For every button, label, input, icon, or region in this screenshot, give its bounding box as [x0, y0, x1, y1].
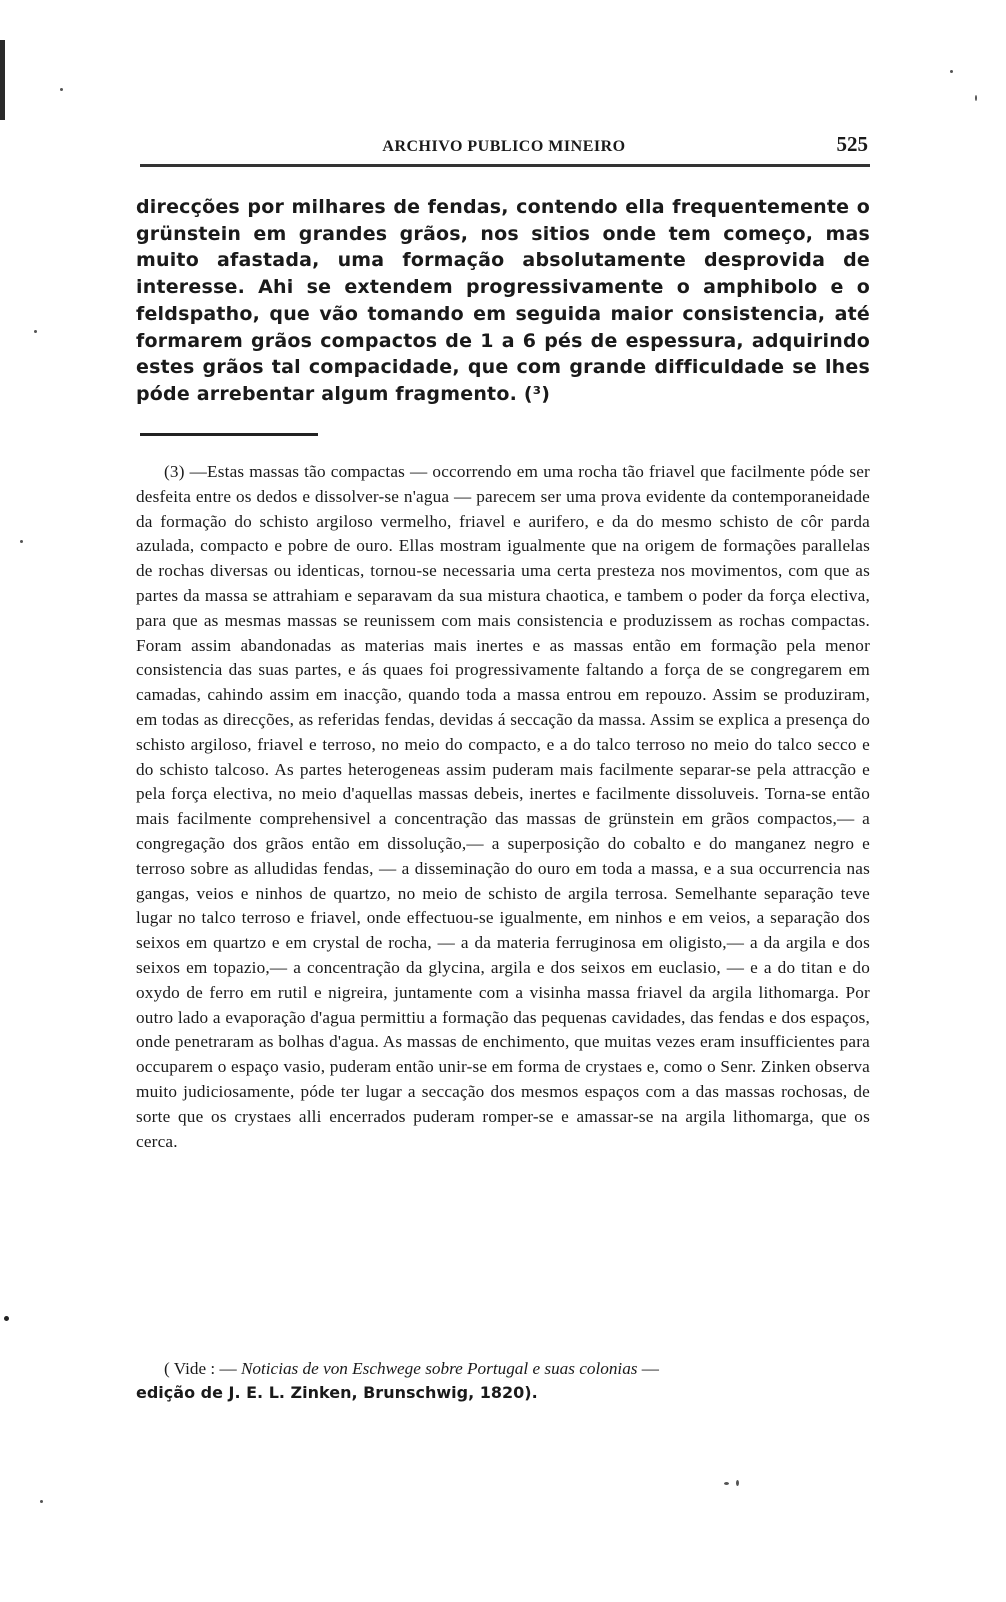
running-head-title: ARCHIVO PUBLICO MINEIRO: [382, 138, 626, 155]
scan-speck: [724, 1482, 729, 1485]
citation-edition: edição de J. E. L. Zinken, Brunschwig, 1820).: [136, 1383, 538, 1402]
scan-speck: [60, 88, 63, 91]
scan-speck: [4, 1316, 9, 1321]
scan-speck: [736, 1480, 739, 1486]
citation-open: ( Vide : —: [164, 1359, 241, 1378]
footnote-3: (3) —Estas massas tão compactas — occorrendo em uma rocha tão friavel que facilmente póde ser desfeita entre os dedos e dissolver-se n'agua — parecem ser uma prova evidente da contemporaneidade da formação do schisto argiloso vermelho, friavel e aurifero, e da do mesmo schisto de côr parda azulada, compacto e pobre de ouro. Ellas mostram igualmente que na origem de formações parallelas de rochas diversas ou identicas, tornou-se necessaria uma certa presteza nos movimentos, com que as partes da massa se attrahiam e separavam da sua mistura chaotica, e tambem o poder da força electiva, para que as mesmas massas se reunissem com mais consistencia e produzissem as rochas compactas. Foram assim abandonadas as materias mais inertes e as massas então em formação pela menor consistencia das suas partes, e ás quaes foi progressivamente faltando a força de se congregarem em camadas, cahindo assim em inacção, quando toda a massa entrou em repouzo. Assim se produziram, em todas as direcções, as referidas fendas, devidas á seccação da massa. Assim se explica a presença do schisto argiloso, friavel e terroso, no meio do compacto, e a do talco terroso no meio do talco secco e do schisto talcoso. As partes heterogeneas assim puderam mais facilmente separar-se pela attracção e pela força electiva, no meio d'aquellas massas debeis, inertes e facilmente dissoluveis. Torna-se então mais facilmente comprehensivel a concentração das massas de grünstein em grãos compactos,— a congregação dos grãos então em dissolução,— a superposição do cobalto e do manganez negro e terroso sobre as alludidas fendas, — a disseminação do ouro em toda a massa, e a sua occurrencia nas gangas, veios e ninhos de quartzo, no meio de schisto de argila terrosa. Semelhante separação teve lugar no talco terroso e friavel, onde effectuou-se igualmente, em ninhos e em veios, a separação dos seixos em quartzo e em crystal de rocha, — a da materia ferruginosa em oligisto,— a da argila e dos seixos em topazio,— a concentração da glycina, argila e dos seixos em euclasio, — e a do titan e do oxydo de ferro em rutil e nigreira, juntamente com a visinha massa friavel da argila lithomarga. Por outro lado a evaporação d'agua permittiu a formação das pequenas cavidades, das fendas e dos espaços, onde penetraram as bolhas d'agua. As massas de enchimento, que muitas vezes eram insufficientes para occuparem o espaço vasio, puderam então unir-se em forma de crystaes e, como o Senr. Zinken observa muito judiciosamente, póde ter lugar a seccação dos mesmos espaços com a das massas rochosas, de sorte que os crystaes alli encerrados puderam romper-se e amassar-se na argila lithomarga, que os cerca.: [136, 462, 870, 1151]
scan-speck: [20, 540, 23, 543]
citation-dash: —: [637, 1359, 659, 1378]
page-number: 525: [836, 132, 868, 156]
scan-speck: [950, 70, 953, 73]
running-head: [140, 132, 868, 162]
header-rule: [140, 164, 870, 167]
scan-speck: [40, 1500, 43, 1503]
source-citation: [136, 1357, 870, 1405]
scan-speck: [975, 95, 977, 101]
main-paragraph: direcções por milhares de fendas, contendo ella frequentemente o grünstein em grandes grãos, nos sitios onde tem começo, mas muito afastada, uma formação absolutamente desprovida de interesse. Ahi se extendem progressivamente o amphibolo e o feldspatho, que vão tomando em seguida maior consistencia, até formarem grãos compactos de 1 a 6 pés de espessura, adquirindo estes grãos tal compacidade, que com grande difficuldade se lhes póde arrebentar algum fragmento. (³): [136, 196, 870, 405]
left-binding-shadow: [0, 40, 5, 120]
footnote-separator: [140, 433, 318, 436]
scan-speck: [34, 330, 37, 333]
citation-title: Noticias de von Eschwege sobre Portugal e suas colonias: [240, 1359, 638, 1378]
